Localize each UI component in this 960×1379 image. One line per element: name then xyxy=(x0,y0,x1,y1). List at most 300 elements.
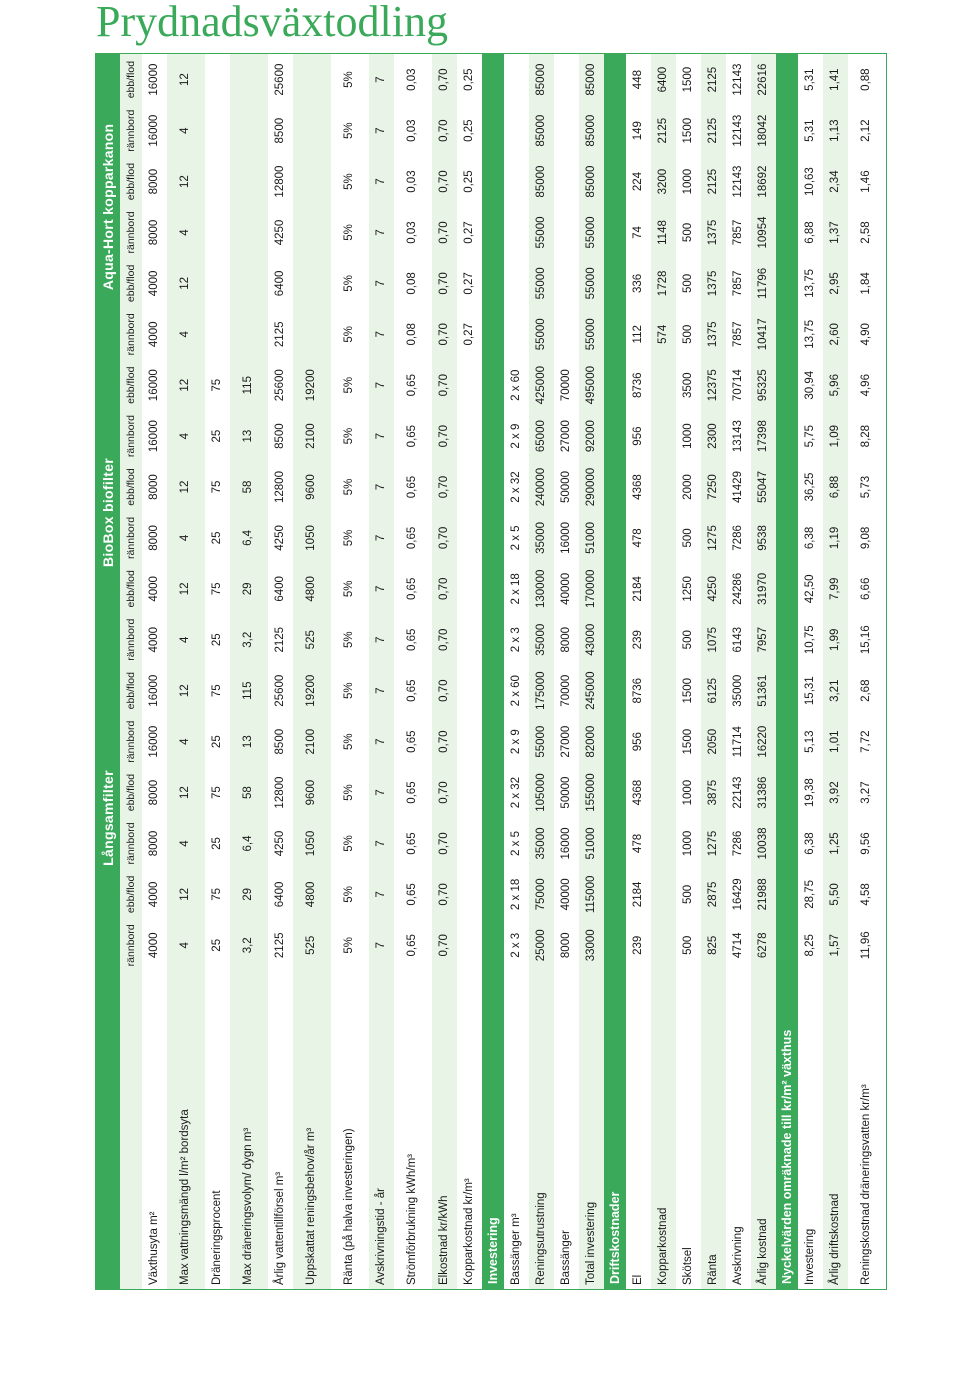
value-cell: 27000 xyxy=(554,411,579,462)
value-cell: 4 xyxy=(167,411,205,462)
value-cell: 21988 xyxy=(751,869,776,920)
value-cell xyxy=(651,360,676,411)
value-cell: 8736 xyxy=(626,360,651,411)
table-row xyxy=(331,54,369,1289)
value-cell: 500 xyxy=(676,207,701,258)
value-cell: 7 xyxy=(369,665,394,716)
value-cell: 16000 xyxy=(142,665,167,716)
value-cell: 5% xyxy=(331,767,369,818)
table-row xyxy=(205,54,230,1289)
value-cell: 33000 xyxy=(579,920,604,971)
value-cell: 2 x 18 xyxy=(504,869,529,920)
value-cell: 85000 xyxy=(529,54,554,105)
value-cell xyxy=(651,665,676,716)
value-cell: 0,65 xyxy=(394,869,432,920)
value-cell: 5% xyxy=(331,869,369,920)
value-cell: 1,13 xyxy=(823,105,848,156)
value-cell: 4000 xyxy=(142,920,167,971)
value-cell xyxy=(230,309,268,360)
value-cell: 7,72 xyxy=(848,716,886,767)
value-cell xyxy=(205,105,230,156)
row-label: Växthusyta m² xyxy=(142,971,167,1289)
subheader-cell: ebb/flod xyxy=(120,563,142,614)
value-cell: 956 xyxy=(626,716,651,767)
value-cell: 13,75 xyxy=(798,258,823,309)
value-cell xyxy=(651,716,676,767)
value-cell xyxy=(205,258,230,309)
value-cell xyxy=(651,462,676,513)
group-langsamfilter: Långsamfilter xyxy=(96,665,120,971)
value-cell: 5% xyxy=(331,563,369,614)
value-cell: 4250 xyxy=(701,563,726,614)
value-cell xyxy=(651,411,676,462)
value-cell: 2 x 32 xyxy=(504,767,529,818)
value-cell: 3875 xyxy=(701,767,726,818)
value-cell: 5,13 xyxy=(798,716,823,767)
value-cell: 4 xyxy=(167,716,205,767)
value-cell: 1375 xyxy=(701,207,726,258)
value-cell: 7,99 xyxy=(823,563,848,614)
value-cell: 1275 xyxy=(701,818,726,869)
value-cell: 224 xyxy=(626,156,651,207)
value-cell: 15,16 xyxy=(848,614,886,665)
value-cell: 30,94 xyxy=(798,360,823,411)
value-cell: 31386 xyxy=(751,767,776,818)
table-row xyxy=(293,54,331,1289)
value-cell: 6,4 xyxy=(230,818,268,869)
value-cell: 3,2 xyxy=(230,614,268,665)
value-cell: 25 xyxy=(205,614,230,665)
value-cell: 36,25 xyxy=(798,462,823,513)
value-cell: 478 xyxy=(626,512,651,563)
value-cell: 25600 xyxy=(268,665,293,716)
value-cell: 4714 xyxy=(726,920,751,971)
value-cell: 2050 xyxy=(701,716,726,767)
value-cell: 7857 xyxy=(726,258,751,309)
value-cell: 58 xyxy=(230,462,268,513)
value-cell: 2,34 xyxy=(823,156,848,207)
value-cell: 74 xyxy=(626,207,651,258)
value-cell: 8,28 xyxy=(848,411,886,462)
value-cell: 1275 xyxy=(701,512,726,563)
value-cell xyxy=(651,614,676,665)
row-label: Max vattningsmängd l/m² bordsyta xyxy=(167,971,205,1289)
value-cell: 22616 xyxy=(751,54,776,105)
value-cell: 12143 xyxy=(726,156,751,207)
value-cell: 2,95 xyxy=(823,258,848,309)
value-cell: 16000 xyxy=(142,411,167,462)
value-cell: 0,70 xyxy=(432,767,457,818)
value-cell: 0,27 xyxy=(457,309,482,360)
value-cell: 4 xyxy=(167,309,205,360)
value-cell: 1,09 xyxy=(823,411,848,462)
value-cell: 12 xyxy=(167,360,205,411)
value-cell: 0,70 xyxy=(432,614,457,665)
value-cell: 12375 xyxy=(701,360,726,411)
value-cell: 500 xyxy=(676,512,701,563)
subheader-cell: rännbord xyxy=(120,818,142,869)
value-cell: 500 xyxy=(676,258,701,309)
value-cell: 6,88 xyxy=(798,207,823,258)
value-cell: 5% xyxy=(331,512,369,563)
value-cell xyxy=(457,614,482,665)
table-row xyxy=(230,54,268,1289)
value-cell: 115 xyxy=(230,360,268,411)
value-cell: 2100 xyxy=(293,411,331,462)
value-cell: 3,21 xyxy=(823,665,848,716)
nyckelvarden-header-row xyxy=(776,54,798,1289)
value-cell: 50000 xyxy=(554,767,579,818)
value-cell: 7857 xyxy=(726,309,751,360)
value-cell: 2875 xyxy=(701,869,726,920)
value-cell: 92000 xyxy=(579,411,604,462)
value-cell: 1000 xyxy=(676,156,701,207)
value-cell: 6400 xyxy=(268,869,293,920)
value-cell xyxy=(457,767,482,818)
value-cell: 5% xyxy=(331,258,369,309)
value-cell: 16000 xyxy=(142,716,167,767)
value-cell: 5% xyxy=(331,818,369,869)
value-cell: 500 xyxy=(676,309,701,360)
value-cell: 0,70 xyxy=(432,512,457,563)
row-label: Avskrivningstid - år xyxy=(369,971,394,1289)
value-cell: 0,03 xyxy=(394,207,432,258)
value-cell: 1,57 xyxy=(823,920,848,971)
value-cell: 51000 xyxy=(579,512,604,563)
value-cell: 4000 xyxy=(142,258,167,309)
value-cell: 2125 xyxy=(268,309,293,360)
value-cell xyxy=(205,54,230,105)
subheader-cell: ebb/flod xyxy=(120,360,142,411)
value-cell: 0,65 xyxy=(394,411,432,462)
value-cell: 8500 xyxy=(268,411,293,462)
value-cell: 50000 xyxy=(554,462,579,513)
value-cell: 25 xyxy=(205,920,230,971)
subheader-row xyxy=(120,54,142,1289)
value-cell: 11,96 xyxy=(848,920,886,971)
value-cell: 4368 xyxy=(626,462,651,513)
value-cell: 40000 xyxy=(554,563,579,614)
value-cell: 105000 xyxy=(529,767,554,818)
row-label: Bassänger xyxy=(554,971,579,1289)
value-cell: 7 xyxy=(369,156,394,207)
value-cell: 1050 xyxy=(293,512,331,563)
value-cell: 500 xyxy=(676,869,701,920)
subheader-cell: rännbord xyxy=(120,411,142,462)
row-label: Avskrivning xyxy=(726,971,751,1289)
cost-comparison-table xyxy=(96,54,886,1289)
row-label: Årlig vattentillförsel m³ xyxy=(268,971,293,1289)
table-row xyxy=(504,54,529,1289)
value-cell: 12143 xyxy=(726,54,751,105)
value-cell: 525 xyxy=(293,614,331,665)
value-cell: 0,08 xyxy=(394,258,432,309)
value-cell: 1375 xyxy=(701,258,726,309)
value-cell: 12143 xyxy=(726,105,751,156)
value-cell: 18692 xyxy=(751,156,776,207)
value-cell: 5% xyxy=(331,309,369,360)
value-cell: 6,38 xyxy=(798,512,823,563)
value-cell: 1075 xyxy=(701,614,726,665)
subheader-cell: rännbord xyxy=(120,614,142,665)
value-cell: 0,70 xyxy=(432,309,457,360)
value-cell xyxy=(651,767,676,818)
table-row xyxy=(268,54,293,1289)
row-label: Ränta (på halva investeringen) xyxy=(331,971,369,1289)
value-cell: 290000 xyxy=(579,462,604,513)
value-cell: 4 xyxy=(167,207,205,258)
value-cell: 13,75 xyxy=(798,309,823,360)
value-cell xyxy=(651,512,676,563)
value-cell: 2,58 xyxy=(848,207,886,258)
value-cell: 19200 xyxy=(293,360,331,411)
value-cell: 1,25 xyxy=(823,818,848,869)
value-cell xyxy=(293,309,331,360)
value-cell: 19,38 xyxy=(798,767,823,818)
value-cell xyxy=(554,207,579,258)
row-label: Årlig driftskostnad xyxy=(823,971,848,1289)
value-cell: 0,70 xyxy=(432,258,457,309)
value-cell: 16220 xyxy=(751,716,776,767)
value-cell: 7 xyxy=(369,462,394,513)
value-cell: 7 xyxy=(369,258,394,309)
table-row xyxy=(369,54,394,1289)
value-cell: 5% xyxy=(331,360,369,411)
value-cell: 4000 xyxy=(142,309,167,360)
value-cell: 82000 xyxy=(579,716,604,767)
table-row xyxy=(554,54,579,1289)
value-cell xyxy=(554,156,579,207)
value-cell: 16429 xyxy=(726,869,751,920)
value-cell: 956 xyxy=(626,411,651,462)
value-cell: 5% xyxy=(331,614,369,665)
row-label: Strömförbrukning kWh/m³ xyxy=(394,971,432,1289)
value-cell: 85000 xyxy=(579,54,604,105)
value-cell: 12800 xyxy=(268,767,293,818)
value-cell: 2300 xyxy=(701,411,726,462)
value-cell xyxy=(554,309,579,360)
value-cell: 6,4 xyxy=(230,512,268,563)
value-cell: 25 xyxy=(205,818,230,869)
value-cell: 5,75 xyxy=(798,411,823,462)
value-cell: 5,96 xyxy=(823,360,848,411)
value-cell: 85000 xyxy=(579,156,604,207)
value-cell: 6400 xyxy=(268,563,293,614)
value-cell: 75 xyxy=(205,563,230,614)
value-cell: 42,50 xyxy=(798,563,823,614)
row-label: Skötsel xyxy=(676,971,701,1289)
value-cell: 240000 xyxy=(529,462,554,513)
value-cell xyxy=(293,54,331,105)
value-cell: 9538 xyxy=(751,512,776,563)
value-cell: 574 xyxy=(651,309,676,360)
table-row xyxy=(726,54,751,1289)
value-cell: 51361 xyxy=(751,665,776,716)
value-cell: 1050 xyxy=(293,818,331,869)
row-label: Uppskattat reningsbehov/år m³ xyxy=(293,971,331,1289)
value-cell: 1,46 xyxy=(848,156,886,207)
value-cell: 5,50 xyxy=(823,869,848,920)
value-cell: 4250 xyxy=(268,818,293,869)
value-cell: 16000 xyxy=(554,512,579,563)
value-cell: 6,38 xyxy=(798,818,823,869)
value-cell xyxy=(504,258,529,309)
value-cell: 7 xyxy=(369,767,394,818)
value-cell xyxy=(205,207,230,258)
value-cell: 35000 xyxy=(529,512,554,563)
value-cell xyxy=(230,105,268,156)
value-cell: 9,08 xyxy=(848,512,886,563)
value-cell xyxy=(651,818,676,869)
value-cell: 2184 xyxy=(626,563,651,614)
value-cell: 4000 xyxy=(142,614,167,665)
value-cell: 130000 xyxy=(529,563,554,614)
value-cell: 85000 xyxy=(579,105,604,156)
value-cell: 65000 xyxy=(529,411,554,462)
value-cell: 10,75 xyxy=(798,614,823,665)
value-cell: 239 xyxy=(626,920,651,971)
table-row xyxy=(701,54,726,1289)
row-label: El xyxy=(626,971,651,1289)
value-cell: 5% xyxy=(331,105,369,156)
value-cell: 115 xyxy=(230,665,268,716)
value-cell: 85000 xyxy=(529,156,554,207)
group-header-row xyxy=(96,54,120,1289)
value-cell: 10417 xyxy=(751,309,776,360)
value-cell: 8500 xyxy=(268,105,293,156)
value-cell: 85000 xyxy=(529,105,554,156)
value-cell: 0,65 xyxy=(394,360,432,411)
value-cell: 478 xyxy=(626,818,651,869)
value-cell: 2 x 60 xyxy=(504,360,529,411)
row-label: Max dräneringsvolym/ dygn m³ xyxy=(230,971,268,1289)
value-cell: 1,84 xyxy=(848,258,886,309)
value-cell: 0,25 xyxy=(457,105,482,156)
value-cell: 0,27 xyxy=(457,207,482,258)
value-cell xyxy=(205,309,230,360)
value-cell: 8000 xyxy=(554,614,579,665)
value-cell xyxy=(230,258,268,309)
row-label: Total investering xyxy=(579,971,604,1289)
value-cell xyxy=(457,462,482,513)
value-cell: 16000 xyxy=(554,818,579,869)
value-cell: 0,70 xyxy=(432,411,457,462)
value-cell: 95325 xyxy=(751,360,776,411)
value-cell: 6,66 xyxy=(848,563,886,614)
value-cell: 11714 xyxy=(726,716,751,767)
value-cell: 31970 xyxy=(751,563,776,614)
value-cell xyxy=(293,258,331,309)
value-cell: 1000 xyxy=(676,411,701,462)
value-cell: 0,70 xyxy=(432,818,457,869)
table-row xyxy=(676,54,701,1289)
value-cell: 4250 xyxy=(268,512,293,563)
value-cell: 6,88 xyxy=(823,462,848,513)
value-cell: 2 x 9 xyxy=(504,716,529,767)
value-cell: 75000 xyxy=(529,869,554,920)
value-cell: 12800 xyxy=(268,462,293,513)
table-row xyxy=(394,54,432,1289)
value-cell: 35000 xyxy=(529,818,554,869)
value-cell: 1375 xyxy=(701,309,726,360)
value-cell: 2 x 3 xyxy=(504,614,529,665)
subheader-cell: rännbord xyxy=(120,309,142,360)
value-cell: 425000 xyxy=(529,360,554,411)
value-cell: 12 xyxy=(167,156,205,207)
value-cell: 1250 xyxy=(676,563,701,614)
value-cell: 7286 xyxy=(726,818,751,869)
value-cell: 18042 xyxy=(751,105,776,156)
value-cell: 7 xyxy=(369,869,394,920)
value-cell: 70714 xyxy=(726,360,751,411)
value-cell: 5,31 xyxy=(798,54,823,105)
value-cell: 27000 xyxy=(554,716,579,767)
value-cell: 12 xyxy=(167,258,205,309)
value-cell: 0,65 xyxy=(394,665,432,716)
value-cell: 13 xyxy=(230,716,268,767)
value-cell: 0,70 xyxy=(432,869,457,920)
subheader-cell: rännbord xyxy=(120,716,142,767)
value-cell: 7957 xyxy=(751,614,776,665)
value-cell: 75 xyxy=(205,665,230,716)
value-cell: 16000 xyxy=(142,360,167,411)
value-cell: 170000 xyxy=(579,563,604,614)
value-cell: 55047 xyxy=(751,462,776,513)
table-row xyxy=(751,54,776,1289)
value-cell: 7 xyxy=(369,563,394,614)
value-cell: 12800 xyxy=(268,156,293,207)
value-cell: 7 xyxy=(369,920,394,971)
value-cell xyxy=(554,105,579,156)
table-row xyxy=(457,54,482,1289)
value-cell: 2000 xyxy=(676,462,701,513)
value-cell: 0,70 xyxy=(432,920,457,971)
value-cell: 0,65 xyxy=(394,462,432,513)
table-row xyxy=(848,54,886,1289)
value-cell: 0,65 xyxy=(394,512,432,563)
value-cell: 25000 xyxy=(529,920,554,971)
value-cell: 1000 xyxy=(676,767,701,818)
value-cell: 2 x 9 xyxy=(504,411,529,462)
subheader-cell: rännbord xyxy=(120,207,142,258)
value-cell xyxy=(457,665,482,716)
value-cell: 0,70 xyxy=(432,54,457,105)
value-cell xyxy=(651,920,676,971)
value-cell: 3,2 xyxy=(230,920,268,971)
value-cell: 4250 xyxy=(268,207,293,258)
value-cell: 8000 xyxy=(554,920,579,971)
value-cell: 7 xyxy=(369,309,394,360)
value-cell: 4 xyxy=(167,105,205,156)
value-cell: 8736 xyxy=(626,665,651,716)
value-cell: 4,58 xyxy=(848,869,886,920)
value-cell: 35000 xyxy=(529,614,554,665)
group-biobox: BioBox biofilter xyxy=(96,360,120,665)
value-cell: 6400 xyxy=(651,54,676,105)
value-cell: 1,99 xyxy=(823,614,848,665)
value-cell: 4800 xyxy=(293,563,331,614)
value-cell: 5% xyxy=(331,716,369,767)
value-cell: 500 xyxy=(676,920,701,971)
value-cell: 7 xyxy=(369,105,394,156)
driftskostnader-header-row xyxy=(604,54,626,1289)
value-cell: 55000 xyxy=(579,309,604,360)
table-row xyxy=(579,54,604,1289)
value-cell: 12 xyxy=(167,665,205,716)
value-cell: 15,31 xyxy=(798,665,823,716)
value-cell: 5% xyxy=(331,411,369,462)
value-cell: 8000 xyxy=(142,462,167,513)
